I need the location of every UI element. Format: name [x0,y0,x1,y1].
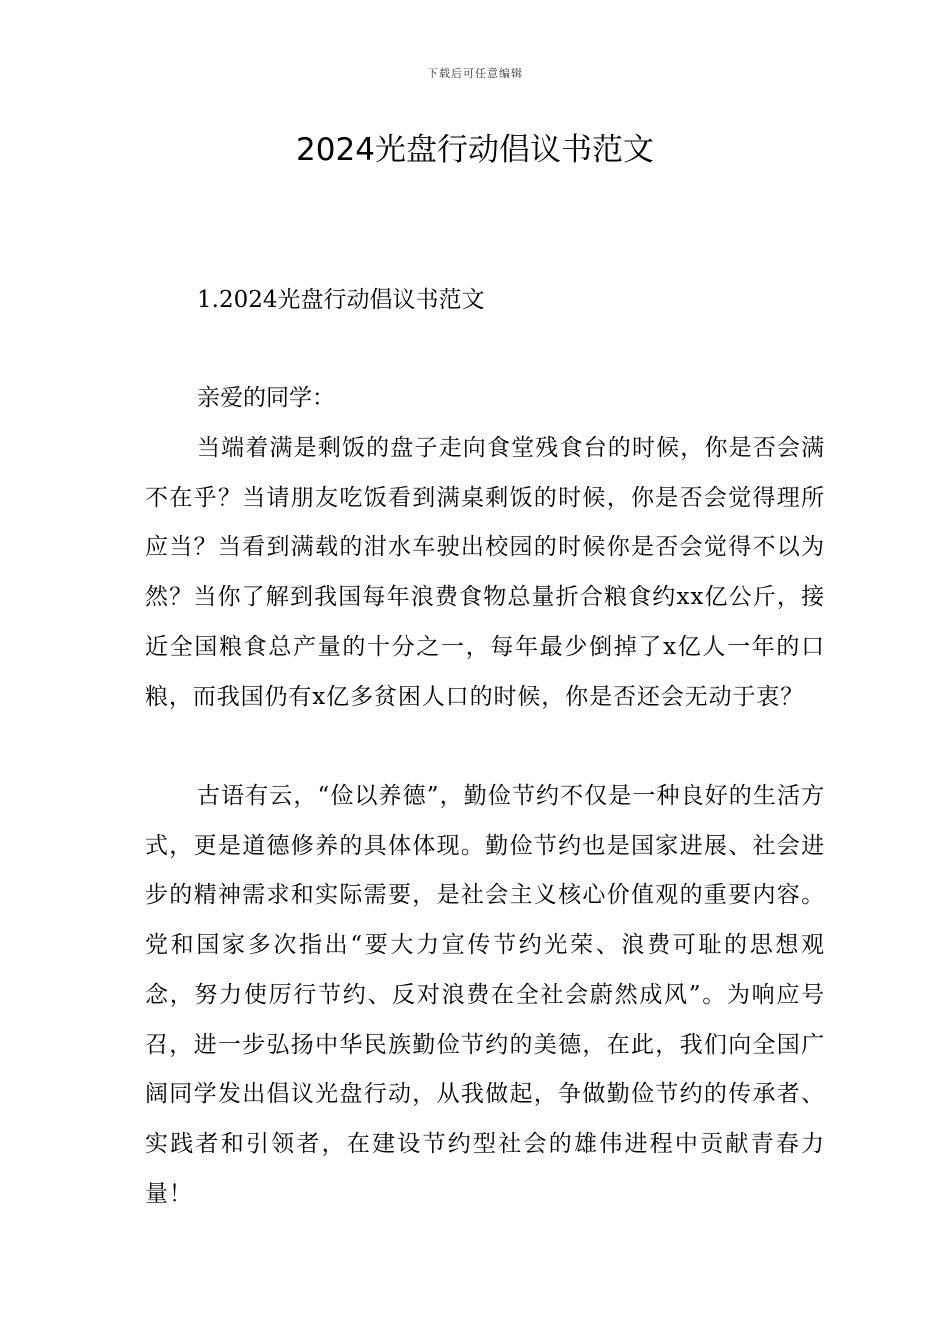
document-title: 2024光盘行动倡议书范文 [296,132,654,168]
header-note: 下载后可任意编辑 [427,67,523,80]
body-paragraph-2: 古语有云，“俭以养德”，勤俭节约不仅是一种良好的生活方式，更是道德修养的具体体现。勤俭节约也是国家进展、社会进步的精神需求和实际需要，是社会主义核心价值观的重要内容。党和国家多次指出“要大力宣传节约光荣、浪费可耻的思想观念，努力使厉行节约、反对浪费在全社会蔚然成风”。为响应号召，进一步弘扬中华民族勤俭节约的美德，在此，我们向全国广阔同学发出倡议光盘行动，从我做起，争做勤俭节约的传承者、实践者和引领者，在建设节约型社会的雄伟进程中贡献青春力量！ [145,783,825,1207]
body-paragraph-1: 当端着满是剩饭的盘子走向食堂残食台的时候，你是否会满不在乎？当请朋友吃饭看到满桌剩饭的时候，你是否会觉得理所应当？当看到满载的泔水车驶出校园的时候你是否会觉得不以为然？当你了解到我国每年浪费食物总量折合粮食约xx亿公斤，接近全国粮食总产量的十分之一，每年最少倒掉了x亿人一年的口粮，而我国仍有x亿多贫困人口的时候，你是否还会无动于衷？ [145,435,825,710]
salutation: 亲爱的同学： [197,385,335,411]
section-heading: 1.2024光盘行动倡议书范文 [197,287,485,313]
